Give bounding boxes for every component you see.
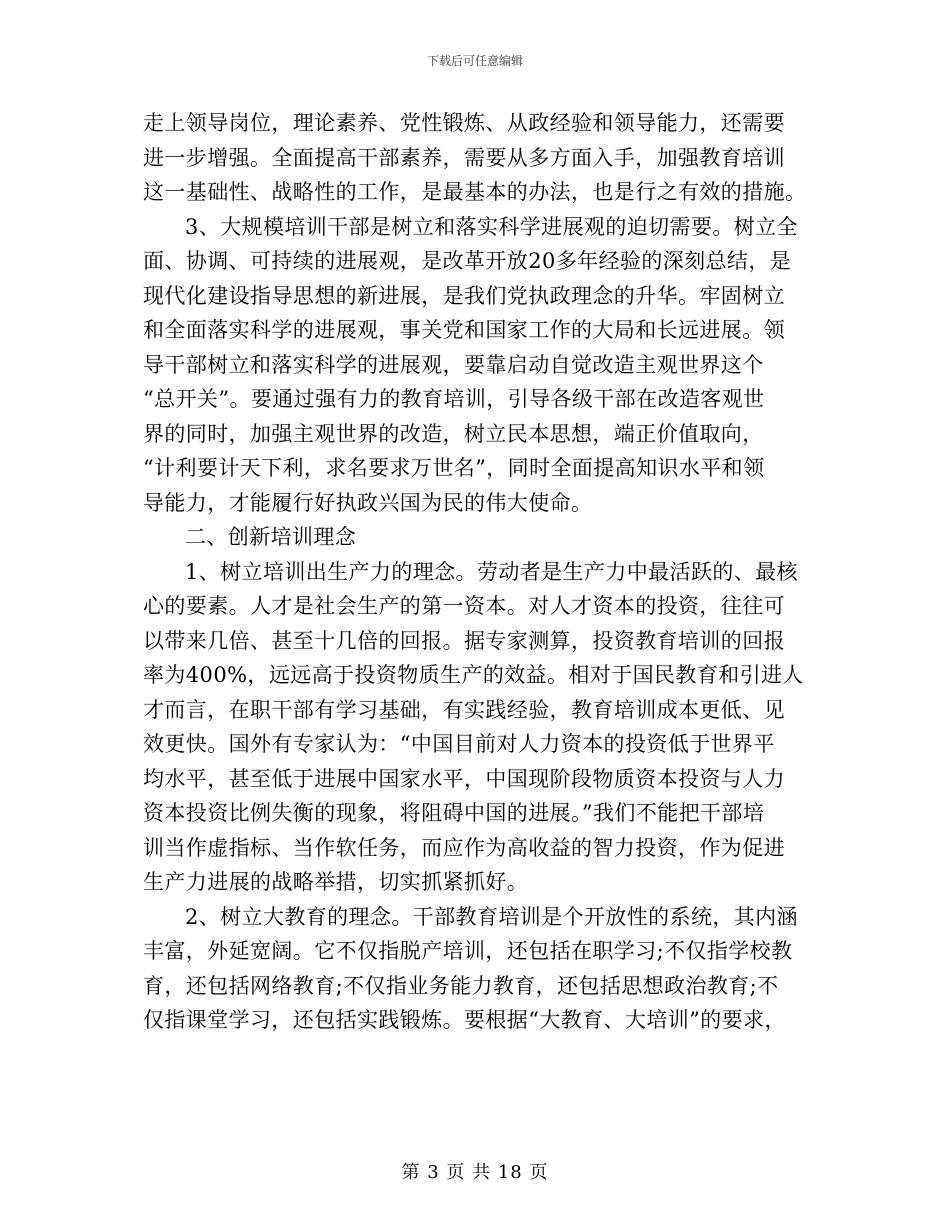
- text-line: 丰富，外延宽阔。它不仅指脱产培训，还包括在职学习;不仅指学校教: [143, 939, 793, 963]
- page-header: 下载后可任意编辑: [426, 54, 523, 68]
- text-line: 效更快。国外有专家认为：“中国目前对人力资本的投资低于世界平: [143, 732, 775, 756]
- page-number-footer: 第 3 页 共 18 页: [401, 1162, 549, 1183]
- text-line: 和全面落实科学的进展观，事关党和国家工作的大局和长远进展。领: [143, 318, 785, 342]
- text-line: 以带来几倍、甚至十几倍的回报。据专家测算，投资教育培训的回报: [143, 628, 785, 653]
- text-line: 率为400%，远远高于投资物质生产的效益。相对于国民教育和引进人: [143, 663, 804, 687]
- text-line: 导干部树立和落实科学的进展观，要靠启动自觉改造主观世界这个: [143, 352, 764, 377]
- text-line: 资本投资比例失衡的现象，将阻碍中国的进展。”我们不能把干部培: [143, 801, 765, 825]
- text-line: 1、树立培训出生产力的理念。劳动者是生产力中最活跃的、最核: [185, 559, 798, 584]
- text-line: “计利要计天下利，求名要求万世名”，同时全面提高知识水平和领: [143, 456, 765, 480]
- text-line: 均水平，甚至低于进展中国家水平，中国现阶段物质资本投资与人力: [143, 766, 785, 791]
- text-line: 二、创新培训理念: [185, 525, 357, 549]
- text-line: 生产力进展的战略举措，切实抓紧抓好。: [143, 870, 529, 894]
- document-body: [143, 106, 811, 1038]
- text-line: 导能力，才能履行好执政兴国为民的伟大使命。: [143, 490, 593, 515]
- text-line: 育，还包括网络教育;不仅指业务能力教育，还包括思想政治教育;不: [143, 973, 779, 998]
- text-line: 3、大规模培训干部是树立和落实科学进展观的迫切需要。树立全: [185, 214, 798, 239]
- text-line: 心的要素。人才是社会生产的第一资本。对人才资本的投资，往往可: [143, 594, 785, 618]
- text-line: 进一步增强。全面提高干部素养，需要从多方面入手，加强教育培训: [143, 145, 785, 170]
- text-line: 仅指课堂学习，还包括实践锻炼。要根据“大教育、大培训”的要求，: [143, 1008, 786, 1032]
- text-line: 2、树立大教育的理念。干部教育培训是个开放性的系统，其内涵: [185, 904, 798, 929]
- text-line: 界的同时，加强主观世界的改造，树立民本思想，端正价值取向，: [143, 421, 764, 446]
- text-line: 走上领导岗位，理论素养、党性锻炼、从政经验和领导能力，还需要: [143, 111, 785, 135]
- text-line: 现代化建设指导思想的新进展，是我们党执政理念的升华。牢固树立: [143, 283, 785, 308]
- text-line: 这一基础性、战略性的工作，是最基本的办法，也是行之有效的措施。: [143, 180, 807, 204]
- text-line: “总开关”。要通过强有力的教育培训，引导各级干部在改造客观世: [143, 387, 765, 411]
- text-line: 面、协调、可持续的进展观，是改革开放20多年经验的深刻总结，是: [143, 249, 792, 273]
- text-line: 训当作虚指标、当作软任务，而应作为高收益的智力投资，作为促进: [143, 835, 785, 860]
- text-line: 才而言，在职干部有学习基础，有实践经验，教育培训成本更低、见: [143, 697, 785, 722]
